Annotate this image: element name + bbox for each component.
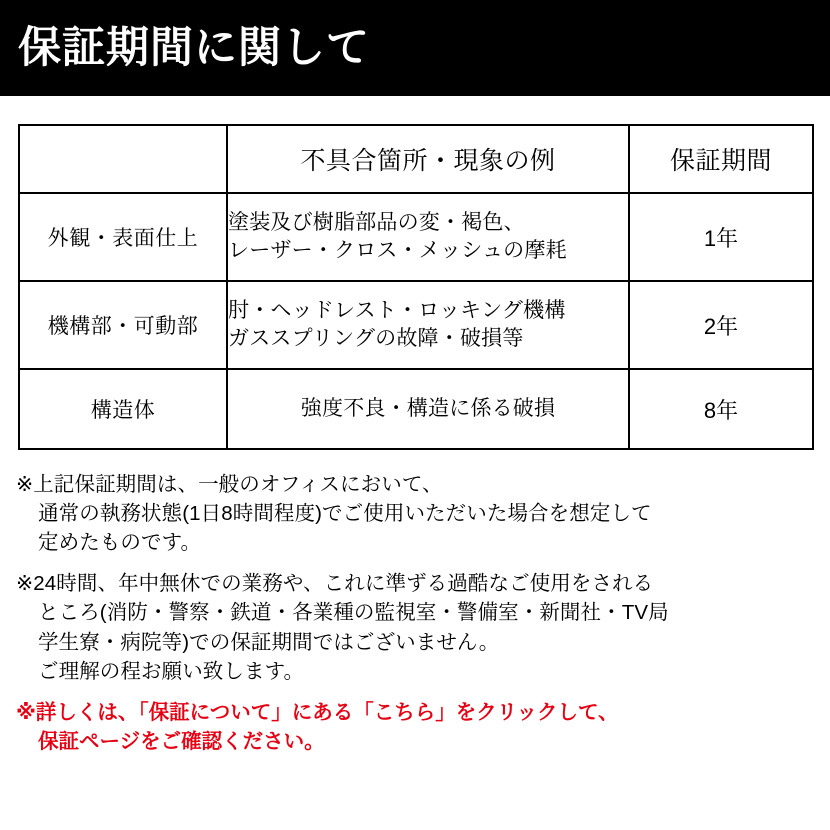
cell-term: 2年: [629, 281, 813, 369]
header-cell-category: [19, 125, 227, 193]
cell-description: [227, 281, 629, 369]
note-block-warranty-link: [16, 698, 814, 756]
cell-category: 外観・表面仕上: [19, 193, 227, 281]
cell-term: 1年: [629, 193, 813, 281]
cell-description: [227, 369, 629, 449]
description-line: 肘・ヘッドレスト・ロッキング機構: [228, 298, 566, 322]
note-block-exclusions: [16, 569, 814, 685]
note-line: 通常の執務状態(1日8時間程度)でご使用いただいた場合を想定して: [38, 502, 652, 526]
note-line: ※詳しくは、「保証について」にある「こちら」をクリックして、: [16, 700, 619, 724]
note-line: ※上記保証期間は、一般のオフィスにおいて、: [16, 473, 443, 496]
note-line: 保証ページをご確認ください。: [38, 729, 325, 753]
cell-term: 8年: [629, 369, 813, 449]
description-line: 強度不良・構造に係る破損: [300, 396, 556, 420]
note-block-usage: [16, 470, 814, 557]
note-line: ところ(消防・警察・鉄道・各業種の監視室・警備室・新聞社・TV局: [38, 601, 669, 625]
header-cell-description: 不具合箇所・現象の例: [227, 125, 629, 193]
note-line: 学生寮・病院等)での保証期間ではございません。: [38, 630, 500, 654]
table-row: [19, 193, 813, 281]
cell-category: 機構部・可動部: [19, 281, 227, 369]
warranty-table-wrap: [0, 96, 830, 450]
table-row: [19, 281, 813, 369]
page-title: 保証期間に関して: [18, 23, 370, 72]
table-row: [19, 369, 813, 449]
page-header: [0, 0, 830, 96]
cell-category: 構造体: [19, 369, 227, 449]
table-header-row: [19, 125, 813, 193]
note-line: ※24時間、年中無休での業務や、これに準ずる過酷なご使用をされる: [16, 572, 654, 596]
description-line: 塗装及び樹脂部品の変・褐色、: [228, 210, 525, 234]
notes-section: [0, 450, 830, 756]
cell-description: [227, 193, 629, 281]
description-line: レーザー・クロス・メッシュの摩耗: [228, 239, 567, 262]
warranty-table: [18, 124, 814, 450]
note-line: ご理解の程お願い致します。: [38, 659, 305, 683]
note-line: 定めたものです。: [38, 531, 202, 555]
header-cell-term: 保証期間: [629, 125, 813, 193]
description-line: ガススプリングの故障・破損等: [228, 327, 524, 350]
